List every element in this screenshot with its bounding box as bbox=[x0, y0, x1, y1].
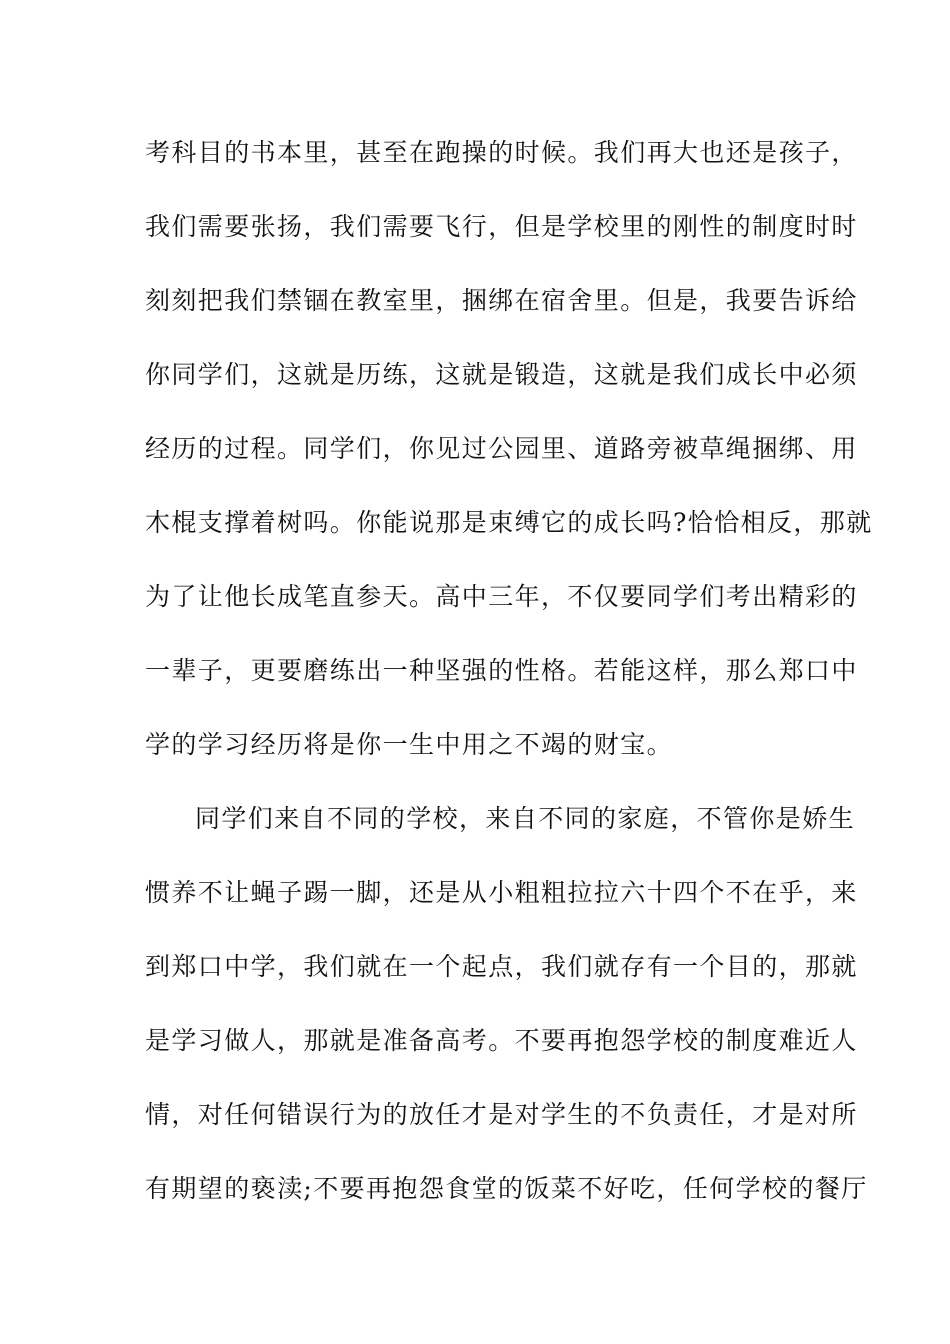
text-line-8: 一辈子，更要磨练出一种坚强的性格。若能这样，那么郑口中 bbox=[145, 656, 858, 685]
text-line-9: 学的学习经历将是你一生中用之不竭的财宝。 bbox=[145, 730, 674, 759]
text-line-13: 是学习做人，那就是准备高考。不要再抱怨学校的制度难近人 bbox=[145, 1026, 858, 1055]
text-line-7: 为了让他长成笔直参天。高中三年，不仅要同学们考出精彩的 bbox=[145, 582, 858, 611]
text-line-6: 木棍支撑着树吗。你能说那是束缚它的成长吗?恰恰相反，那就 bbox=[145, 508, 873, 537]
text-line-4: 你同学们，这就是历练，这就是锻造，这就是我们成长中必须 bbox=[145, 360, 858, 389]
text-line-10: 同学们来自不同的学校，来自不同的家庭，不管你是娇生 bbox=[195, 804, 856, 833]
text-line-12: 到郑口中学，我们就在一个起点，我们就存有一个目的，那就 bbox=[145, 952, 858, 981]
text-line-5: 经历的过程。同学们，你见过公园里、道路旁被草绳捆绑、用 bbox=[145, 434, 858, 463]
text-line-14: 情，对任何错误行为的放任才是对学生的不负责任，才是对所 bbox=[145, 1100, 858, 1129]
text-line-15: 有期望的亵渎;不要再抱怨食堂的饭菜不好吃，任何学校的餐厅 bbox=[145, 1174, 868, 1203]
text-line-2: 我们需要张扬，我们需要飞行，但是学校里的刚性的制度时时 bbox=[145, 212, 858, 241]
text-line-1: 考科目的书本里，甚至在跑操的时候。我们再大也还是孩子， bbox=[145, 138, 858, 167]
text-line-3: 刻刻把我们禁锢在教室里，捆绑在宿舍里。但是，我要告诉给 bbox=[145, 286, 858, 315]
text-line-11: 惯养不让蝇子踢一脚，还是从小粗粗拉拉六十四个不在乎，来 bbox=[145, 878, 858, 907]
